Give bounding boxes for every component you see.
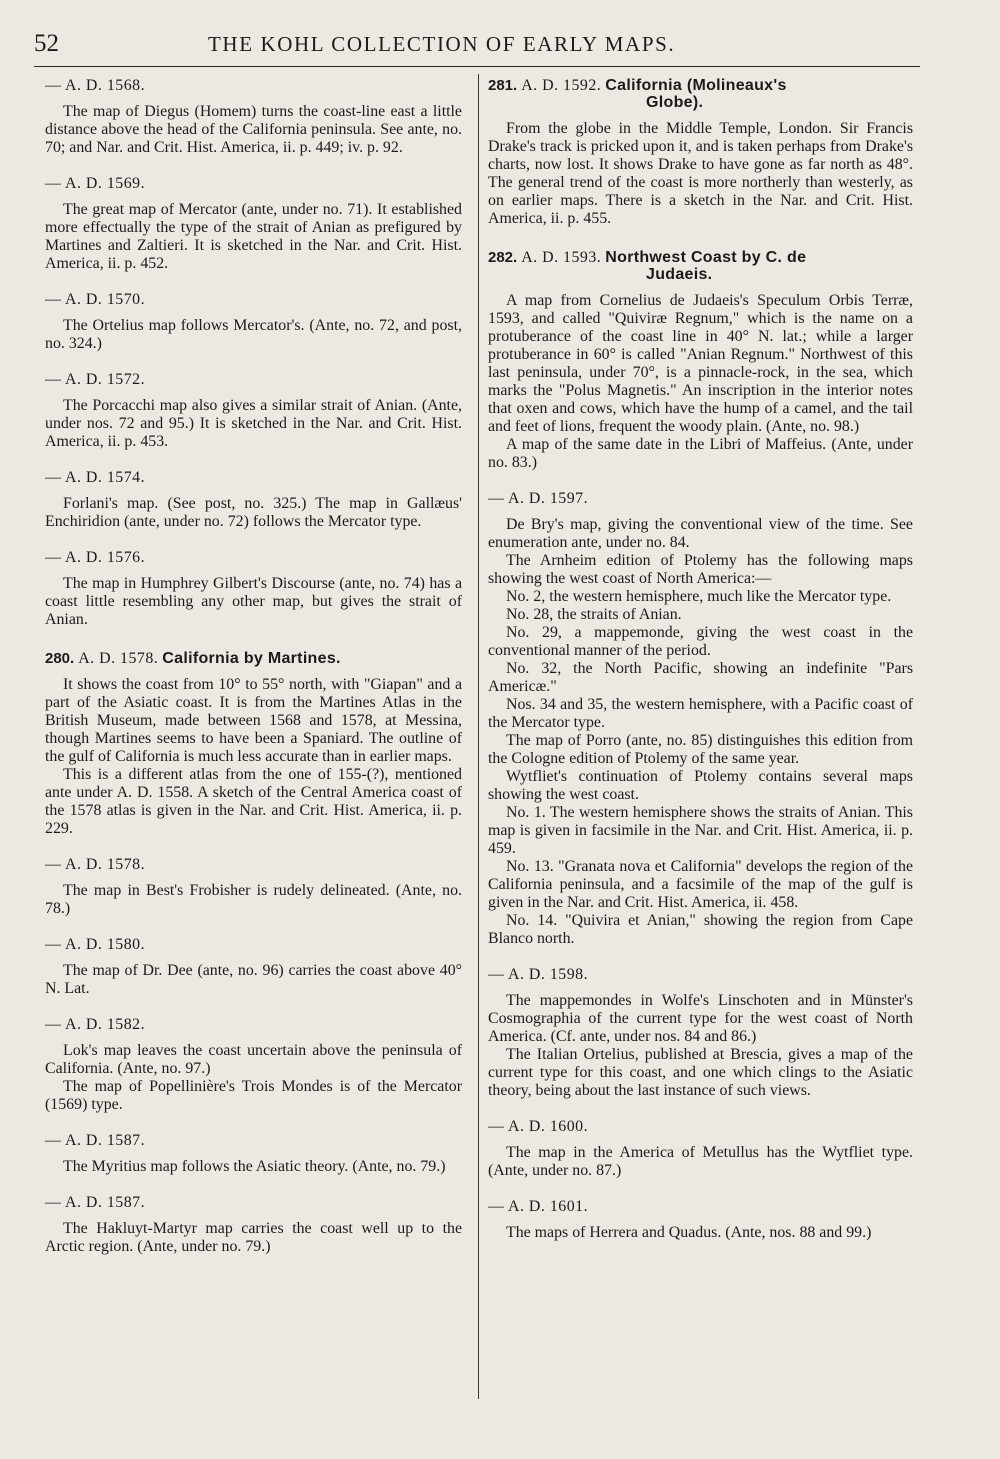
entry-paragraph: The Arnheim edition of Ptolemy has the following maps showing the west coast of North America:—	[488, 552, 913, 587]
entry-date: — A. D. 1569.	[45, 175, 146, 192]
entry-date: — A. D. 1600.	[488, 1118, 589, 1135]
entry-text: The great map of Mercator (ante, under no. 71). It established more effectually the type of the strait of Anian as prefigured by Martines and Zaltieri. It is sketched in the Nar. and Crit. Hist. America, ii. p. 452.	[45, 201, 462, 272]
entry-date: A. D. 1592.	[521, 77, 602, 94]
entry-280	[45, 650, 462, 838]
page-header	[34, 30, 924, 64]
entry-heading	[45, 650, 462, 668]
entry-1572	[45, 371, 462, 451]
entry-date: — A. D. 1582.	[45, 1016, 146, 1033]
entry-282	[488, 249, 913, 472]
entry-heading	[488, 249, 913, 284]
entry-1601	[488, 1198, 913, 1242]
entry-date: A. D. 1578.	[78, 650, 159, 667]
entry-text: The Myritius map follows the Asiatic theory. (Ante, no. 79.)	[63, 1158, 446, 1175]
entry-paragraph: No. 1. The western hemisphere shows the straits of Anian. This map is given in facsimile in the Nar. and Crit. Hist. America, ii. p. 459.	[488, 804, 913, 857]
entry-paragraph: Lok's map leaves the coast uncertain above the peninsula of California. (Ante, no. 97.)	[45, 1042, 462, 1077]
entry-1600	[488, 1118, 913, 1180]
entry-paragraph: Nos. 34 and 35, the western hemisphere, with a Pacific coast of the Mercator type.	[488, 696, 913, 731]
entry-text: The map in the America of Metullus has the Wytfliet type. (Ante, under no. 87.)	[488, 1144, 913, 1179]
entry-date: — A. D. 1574.	[45, 469, 146, 486]
entry-date: — A. D. 1570.	[45, 291, 146, 308]
entry-paragraph: De Bry's map, giving the conventional view of the time. See enumeration ante, under no. 84.	[488, 516, 913, 551]
entry-1578	[45, 856, 462, 918]
entry-paragraph: The Italian Ortelius, published at Brescia, gives a map of the current type for this coast, and one which clings to the Asiatic theory, being about the last instance of such views.	[488, 1046, 913, 1099]
entry-number: 280.	[45, 650, 75, 667]
entry-title: California (Molineaux's	[605, 77, 787, 94]
entry-date: — A. D. 1598.	[488, 966, 589, 983]
entry-text: The maps of Herrera and Quadus. (Ante, nos. 88 and 99.)	[506, 1224, 872, 1241]
entry-1587-hakluyt	[45, 1194, 462, 1256]
entry-title: Northwest Coast by C. de	[605, 249, 807, 266]
entry-date: — A. D. 1568.	[45, 77, 146, 94]
entry-paragraph: A map from Cornelius de Judaeis's Speculum Orbis Terræ, 1593, and called "Quiviræ Regnum," which is the name on a protuberance of the coast line in 40° N. lat.; while a larger protuberance in 60° is called "Anian Regnum." Northwest of this last peninsula, under 70°, is a pinnacle-rock, in the sea, which marks the "Polus Magnetis." An inscription in the interior notes that oxen and cows, which have the hump of a camel, and the tail and feet of lions, frequent the woody plain. (Ante, no. 98.)	[488, 292, 913, 435]
entry-text: From the globe in the Middle Temple, London. Sir Francis Drake's track is pricked upon it, and is taken perhaps from Drake's charts, now lost. It shows Drake to have gone as far north as 48°. The general trend of the coast is more northerly than westerly, as on earlier maps. There is a sketch in the Nar. and Crit. Hist. America, ii. p. 455.	[488, 120, 913, 227]
entry-text: Forlani's map. (See post, no. 325.) The map in Gallæus' Enchiridion (ante, under no. 72) follows the Mercator type.	[45, 495, 462, 530]
entry-date: A. D. 1593.	[521, 249, 602, 266]
entry-1582	[45, 1016, 462, 1114]
entry-date: — A. D. 1597.	[488, 490, 589, 507]
entry-text: The Hakluyt-Martyr map carries the coast well up to the Arctic region. (Ante, under no. 79.)	[45, 1220, 462, 1255]
entry-date: — A. D. 1572.	[45, 371, 146, 388]
page-number: 52	[34, 30, 59, 57]
entry-paragraph: This is a different atlas from the one of 155-(?), mentioned ante under A. D. 1558. A sketch of the Central America coast of the 1578 atlas is given in the Nar. and Crit. Hist. America, ii. p. 229.	[45, 766, 462, 837]
entry-title-cont: Judaeis.	[646, 266, 713, 283]
entry-date: — A. D. 1587.	[45, 1194, 146, 1211]
entry-title-cont: Globe).	[646, 94, 704, 111]
entry-paragraph: A map of the same date in the Libri of Maffeius. (Ante, under no. 83.)	[488, 436, 913, 471]
entry-text: The Porcacchi map also gives a similar strait of Anian. (Ante, under nos. 72 and 95.) It is sketched in the Nar. and Crit. Hist. America, ii. p. 453.	[45, 397, 462, 450]
entry-1576	[45, 549, 462, 629]
entry-1598	[488, 966, 913, 1100]
entry-paragraph: No. 28, the straits of Anian.	[506, 606, 682, 623]
entry-text: The map of Dr. Dee (ante, no. 96) carries the coast above 40° N. Lat.	[45, 962, 462, 997]
entry-1569	[45, 175, 462, 273]
entry-paragraph: The map of Porro (ante, no. 85) distinguishes this edition from the Cologne edition of Ptolemy of the same year.	[488, 732, 913, 767]
column-divider	[478, 74, 479, 1399]
entry-date: — A. D. 1578.	[45, 856, 146, 873]
entry-1574	[45, 469, 462, 531]
entry-text: The map in Humphrey Gilbert's Discourse (ante, no. 74) has a coast little resembling any other map, but gives the strait of Anian.	[45, 575, 462, 628]
entry-1597	[488, 490, 913, 948]
entry-number: 281.	[488, 77, 518, 94]
entry-1570	[45, 291, 462, 353]
entry-text: The map in Best's Frobisher is rudely delineated. (Ante, no. 78.)	[45, 882, 462, 917]
entry-number: 282.	[488, 249, 518, 266]
entry-text: The map of Diegus (Homem) turns the coast-line east a little distance above the head of the California peninsula. See ante, no. 70; and Nar. and Crit. Hist. America, ii. p. 449; iv. p. 92.	[45, 103, 462, 156]
header-rule	[34, 66, 920, 67]
entry-text: The Ortelius map follows Mercator's. (Ante, no. 72, and post, no. 324.)	[45, 317, 462, 352]
entry-date: — A. D. 1580.	[45, 936, 146, 953]
entry-heading	[488, 77, 913, 112]
entry-paragraph: No. 14. "Quivira et Anian," showing the region from Cape Blanco north.	[488, 912, 913, 947]
right-column	[488, 77, 913, 1242]
entry-paragraph: The map of Popellinière's Trois Mondes is of the Mercator (1569) type.	[45, 1078, 462, 1113]
left-column	[45, 77, 462, 1256]
entry-date: — A. D. 1576.	[45, 549, 146, 566]
entry-paragraph: It shows the coast from 10° to 55° north, with "Giapan" and a part of the Asiatic coast. It is from the Martines Atlas in the British Museum, made between 1568 and 1578, at Messina, though Martines seems to have been a Spaniard. The outline of the gulf of California is much less accurate than in earlier maps.	[45, 676, 462, 765]
entry-1587-myritius	[45, 1132, 462, 1176]
entry-date: — A. D. 1587.	[45, 1132, 146, 1149]
entry-281	[488, 77, 913, 228]
entry-paragraph: No. 13. "Granata nova et California" develops the region of the California peninsula, and a facsimile of the map of the gulf is given in the Nar. and Crit. Hist. America, ii. 458.	[488, 858, 913, 911]
entry-paragraph: No. 29, a mappemonde, giving the west coast in the conventional manner of the period.	[488, 624, 913, 659]
entry-1568	[45, 77, 462, 157]
entry-1580	[45, 936, 462, 998]
entry-paragraph: No. 32, the North Pacific, showing an indefinite "Pars Americæ."	[488, 660, 913, 695]
running-title: THE KOHL COLLECTION OF EARLY MAPS.	[208, 32, 676, 56]
entry-paragraph: The mappemondes in Wolfe's Linschoten and in Münster's Cosmographia of the current type for the west coast of North America. (Cf. ante, under nos. 84 and 86.)	[488, 992, 913, 1045]
entry-paragraph: No. 2, the western hemisphere, much like the Mercator type.	[506, 588, 892, 605]
entry-paragraph: Wytfliet's continuation of Ptolemy contains several maps showing the west coast.	[488, 768, 913, 803]
entry-title: California by Martines.	[162, 650, 341, 667]
entry-date: — A. D. 1601.	[488, 1198, 589, 1215]
